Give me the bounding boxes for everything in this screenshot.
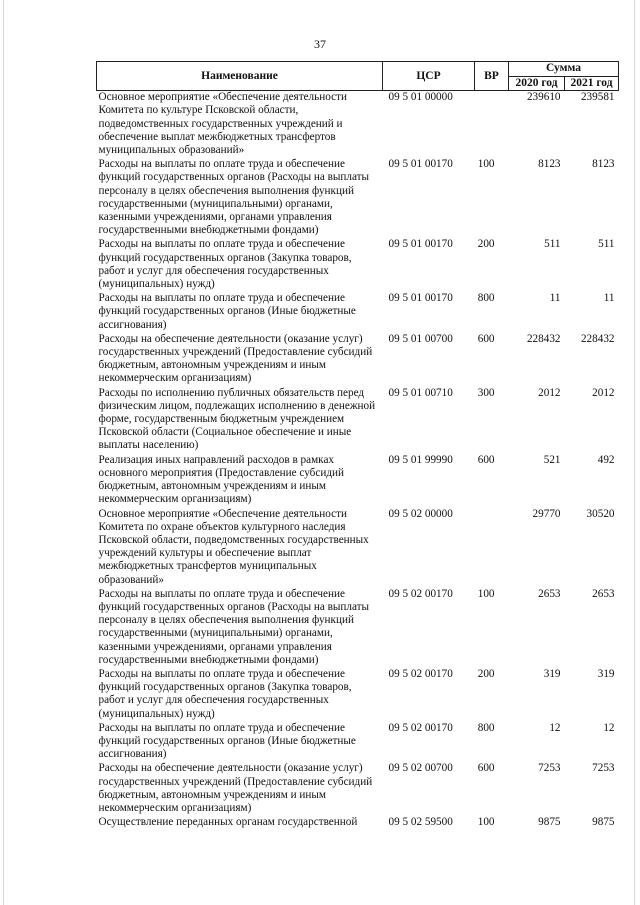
table-row: [97, 292, 619, 333]
cell-sum-2020: 228432: [526, 332, 561, 345]
cell-sum-2020: 521: [543, 453, 561, 466]
cell-name: Осуществление переданных органам государственной: [98, 816, 358, 829]
cell-name: Расходы на выплаты по оплате труда и обеспечение функций государственных органов (Расходы на выплаты персоналу в целях обеспечения выполнения функций государственными (муниципальными) органами, казенными учреждениями, органами управления государственными внебюджетными фондами): [98, 158, 370, 237]
cell-sum-2020: 12: [549, 721, 561, 734]
table-row: [97, 387, 619, 454]
cell-vr: 800: [477, 292, 495, 305]
cell-name: Расходы на выплаты по оплате труда и обеспечение функций государственных органов (Закупка товаров, работ и услуг для обеспечения государственных (муниципальных) нужд): [98, 667, 352, 720]
table-row: [97, 158, 619, 238]
cell-vr: 200: [477, 667, 495, 680]
cell-sum-2020: 9875: [538, 816, 561, 829]
cell-csr: 09 5 01 00710: [388, 386, 453, 399]
cell-csr: 09 5 02 00700: [388, 762, 453, 775]
page-number: 37: [314, 37, 326, 51]
cell-vr: 100: [477, 587, 495, 600]
cell-name: Расходы на выплаты по оплате труда и обеспечение функций государственных органов (Иные бюджетные ассигнования): [98, 292, 356, 331]
cell-sum-2020: 2653: [538, 587, 561, 600]
cell-vr: 100: [477, 816, 495, 829]
cell-name: Реализация иных направлений расходов в рамках основного мероприятия (Предоставление субсидий бюджетным, автономным учреждениям и иным некоммерческим организациям): [98, 453, 344, 506]
cell-name: Расходы на выплаты по оплате труда и обеспечение функций государственных органов (Расходы на выплаты персоналу в целях обеспечения выполнения функций государственными (муниципальными) органами, казенными учреждениями, органами управления государственными внебюджетными фондами): [98, 587, 370, 666]
cell-sum-2021: 492: [597, 453, 615, 466]
left-scan-edge: [3, 0, 4, 905]
cell-csr: 09 5 01 00170: [388, 158, 453, 171]
cell-vr: 800: [477, 721, 495, 734]
cell-sum-2021: 228432: [580, 332, 615, 345]
header-year-2021: 2021 год: [565, 77, 619, 91]
cell-sum-2021: 12: [603, 721, 615, 734]
header-sum: Сумма: [509, 62, 619, 77]
cell-sum-2021: 8123: [592, 158, 615, 171]
header-year-2020: 2020 год: [509, 77, 565, 91]
right-scan-edge: [634, 0, 635, 905]
cell-name: Расходы на выплаты по оплате труда и обеспечение функций государственных органов (Закупка товаров, работ и услуг для обеспечения государственных (муниципальных) нужд): [98, 238, 352, 291]
table-header: [97, 62, 619, 91]
table-row: [97, 333, 619, 387]
cell-vr: [475, 91, 509, 159]
cell-vr: 600: [477, 332, 495, 345]
cell-sum-2020: 11: [549, 292, 561, 305]
cell-name: Основное мероприятие «Обеспечение деятельности Комитета по охране объектов культурного наследия Псковской области, подведомственных государственных учреждений культуры и обеспечение выплат межбюджетных трансфертов муниципальных образований»: [98, 507, 369, 586]
budget-table: [96, 61, 619, 830]
cell-vr: 600: [477, 453, 495, 466]
cell-sum-2021: 319: [597, 667, 615, 680]
cell-sum-2021: 511: [598, 238, 615, 251]
cell-csr: 09 5 02 00170: [388, 667, 453, 680]
cell-vr: 100: [477, 158, 495, 171]
table-row: [97, 238, 619, 292]
table-row: [97, 454, 619, 508]
cell-csr: 09 5 01 00170: [388, 238, 453, 251]
cell-csr: 09 5 01 00170: [388, 292, 453, 305]
cell-csr: 09 5 02 00000: [388, 507, 453, 520]
cell-vr: 300: [477, 386, 495, 399]
cell-csr: 09 5 02 59500: [388, 816, 453, 829]
cell-sum-2021: 30520: [586, 507, 615, 520]
cell-sum-2020: 511: [544, 238, 561, 251]
table-row: [97, 722, 619, 763]
cell-name: Расходы на выплаты по оплате труда и обеспечение функций государственных органов (Иные бюджетные ассигнования): [98, 721, 356, 761]
cell-sum-2021: 7253: [592, 762, 615, 775]
table-body: [97, 91, 619, 831]
cell-csr: 09 5 01 00000: [388, 91, 453, 104]
cell-name: Расходы на обеспечение деятельности (оказание услуг) государственных учреждений (Предоставление субсидий бюджетным, автономным учреждениям и иным некоммерческим организациям): [98, 332, 373, 385]
cell-sum-2021: 2653: [592, 587, 615, 600]
cell-name: Расходы по исполнению публичных обязательств перед физическим лицом, подлежащих исполнению в денежной форме, государственным бюджетным учреждением Псковской области (Социальное обеспечение и иные выплаты населению): [98, 386, 376, 452]
cell-sum-2020: 239610: [526, 91, 561, 104]
table-row: [97, 668, 619, 722]
header-name: Наименование: [97, 62, 383, 91]
cell-sum-2020: 2012: [538, 386, 561, 399]
cell-csr: 09 5 01 00700: [388, 332, 453, 345]
cell-vr: [475, 508, 509, 588]
header-vr: ВР: [475, 62, 509, 91]
cell-sum-2020: 8123: [538, 158, 561, 171]
cell-name: Основное мероприятие «Обеспечение деятельности Комитета по культуре Псковской области, подведомственных государственных учреждений и обеспечение выплат межбюджетных трансфертов муниципальных образований»: [98, 91, 347, 157]
table-row: [97, 762, 619, 816]
table-row: [97, 816, 619, 830]
cell-sum-2021: 9875: [592, 816, 615, 829]
table-row: [97, 91, 619, 159]
cell-name: Расходы на обеспечение деятельности (оказание услуг) государственных учреждений (Предоставление субсидий бюджетным, автономным учреждениям и иным некоммерческим организациям): [98, 762, 373, 814]
cell-sum-2020: 7253: [538, 762, 561, 775]
cell-sum-2020: 29770: [532, 507, 561, 520]
cell-vr: 200: [477, 238, 495, 251]
header-csr: ЦСР: [383, 62, 475, 91]
cell-sum-2021: 2012: [592, 386, 615, 399]
cell-csr: 09 5 01 99990: [388, 453, 453, 466]
cell-vr: 600: [477, 762, 495, 775]
cell-sum-2020: 319: [543, 667, 561, 680]
table-row: [97, 508, 619, 588]
cell-sum-2021: 239581: [580, 91, 615, 104]
cell-csr: 09 5 02 00170: [388, 587, 453, 600]
cell-csr: 09 5 02 00170: [388, 721, 453, 734]
table-row: [97, 588, 619, 668]
cell-sum-2021: 11: [603, 292, 615, 305]
